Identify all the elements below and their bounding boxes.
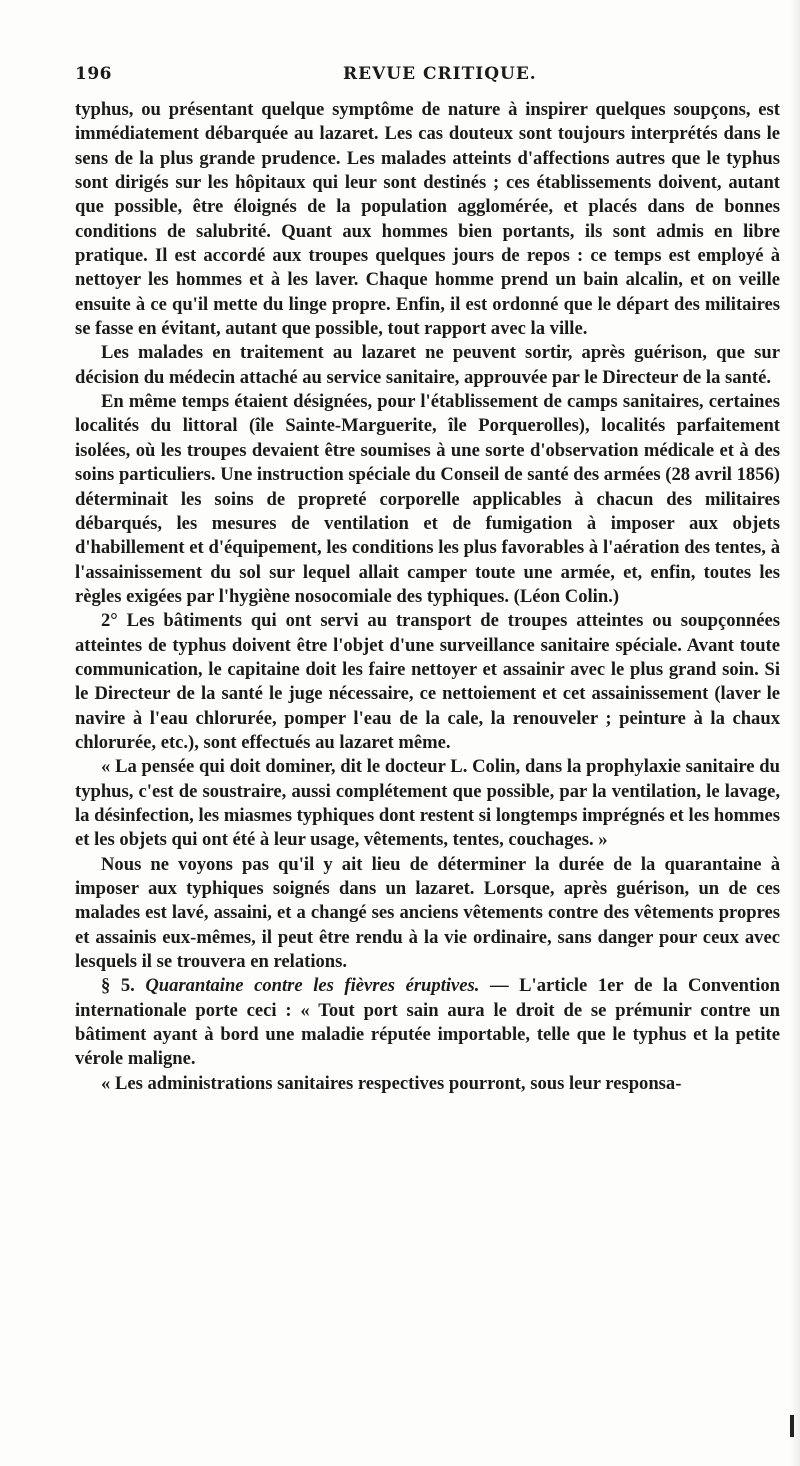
running-title: REVUE CRITIQUE. xyxy=(343,64,537,84)
page-edge-shadow xyxy=(790,0,800,1466)
page-number: 196 xyxy=(75,64,112,84)
paragraph xyxy=(75,853,780,975)
paragraph-text: « Les administrations sanitaires respectives pourront, sous leur responsa- xyxy=(101,1072,682,1094)
section-number: § 5. xyxy=(101,975,146,997)
paragraph-text: « La pensée qui doit dominer, dit le docteur L. Colin, dans la prophylaxie sanitaire du typhus, c'est de soustraire, aussi complétement que possible, par la ventilation, le lavage, la désinfection, les miasmes typhiques dont restent si longtemps imprégnés et les hommes et les objets qui ont été à leur usage, vêtements, tentes, couchages. » xyxy=(75,756,780,851)
paragraph xyxy=(75,755,780,852)
page-header xyxy=(75,64,780,90)
paragraph-text: typhus, ou présentant quelque symptôme de nature à inspirer quelques soupçons, est immédiatement débarquée au lazaret. Les cas douteux sont toujours interprétés dans le sens de la plus grande prudence. Les malades atteints d'affections autres que le typhus sont dirigés sur les hôpitaux qui leur sont destinés ; ces établissements doivent, autant que possible, être éloignés de la population agglomérée, et placés dans de bonnes conditions de salubrité. Quant aux hommes bien portants, ils sont admis en libre pratique. Il est accordé aux troupes quelques jours de repos : ce temps est employé à nettoyer les hommes et à les laver. Chaque homme prend un bain alcalin, et on veille ensuite à ce qu'il mette du linge propre. Enfin, il est ordonné que le départ des militaires se fasse en évitant, autant que possible, tout rapport avec la ville. xyxy=(75,99,780,340)
body-text xyxy=(75,98,780,1096)
paragraph xyxy=(75,609,780,755)
paragraph xyxy=(75,390,780,609)
paragraph-text: — L'article 1er de la Convention internationale porte ceci : « Tout port sain aura le droit de se prémunir contre un bâtiment ayant à bord une maladie réputée importable, telle que le typhus et la petite vérole maligne. xyxy=(75,975,780,1070)
section-title: Quarantaine contre les fièvres éruptives. xyxy=(145,975,480,997)
paragraph xyxy=(75,98,780,341)
paragraph-text: En même temps étaient désignées, pour l'établissement de camps sanitaires, certaines localités du littoral (île Sainte-Marguerite, île Porquerolles), localités parfaitement isolées, où les troupes devaient être soumises à une sorte d'observation médicale et à des soins particuliers. Une instruction spéciale du Conseil de santé des armées (28 avril 1856) déterminait les soins de propreté corporelle applicables à chacun des militaires débarqués, les mesures de ventilation et de fumigation à imposer aux objets d'habillement et d'équipement, les conditions les plus favorables à l'aération des tentes, à l'assainissement du sol sur lequel allait camper toute une armée, et, enfin, toutes les règles exigées par l'hygiène nosocomiale des typhiques. (Léon Colin.) xyxy=(75,391,780,607)
paragraph xyxy=(75,341,780,390)
section-paragraph xyxy=(75,974,780,1071)
paragraph xyxy=(75,1072,780,1096)
paragraph-text: Les malades en traitement au lazaret ne peuvent sortir, après guérison, que sur décision du médecin attaché au service sanitaire, approuvée par le Directeur de la santé. xyxy=(75,342,780,388)
scan-edge-mark xyxy=(790,1415,794,1437)
paragraph-text: Nous ne voyons pas qu'il y ait lieu de déterminer la durée de la quarantaine à imposer aux typhiques soignés dans un lazaret. Lorsque, après guérison, un de ces malades est lavé, assaini, et a changé ses anciens vêtements contre des vêtements propres et assainis eux-mêmes, il peut être rendu à la vie ordinaire, sans danger pour ceux avec lesquels il se trouvera en relations. xyxy=(75,853,780,973)
paragraph-text: 2° Les bâtiments qui ont servi au transport de troupes atteintes ou soupçonnées atteintes de typhus doivent être l'objet d'une surveillance sanitaire spéciale. Avant toute communication, le capitaine doit les faire nettoyer et assainir avec le plus grand soin. Si le Directeur de la santé le juge nécessaire, ce nettoiement et cet assainissement (laver le navire à l'eau chlorurée, pomper l'eau de la cale, la renouveler ; peinture à la chaux chlorurée, etc.), sont effectués au lazaret même. xyxy=(75,610,780,753)
